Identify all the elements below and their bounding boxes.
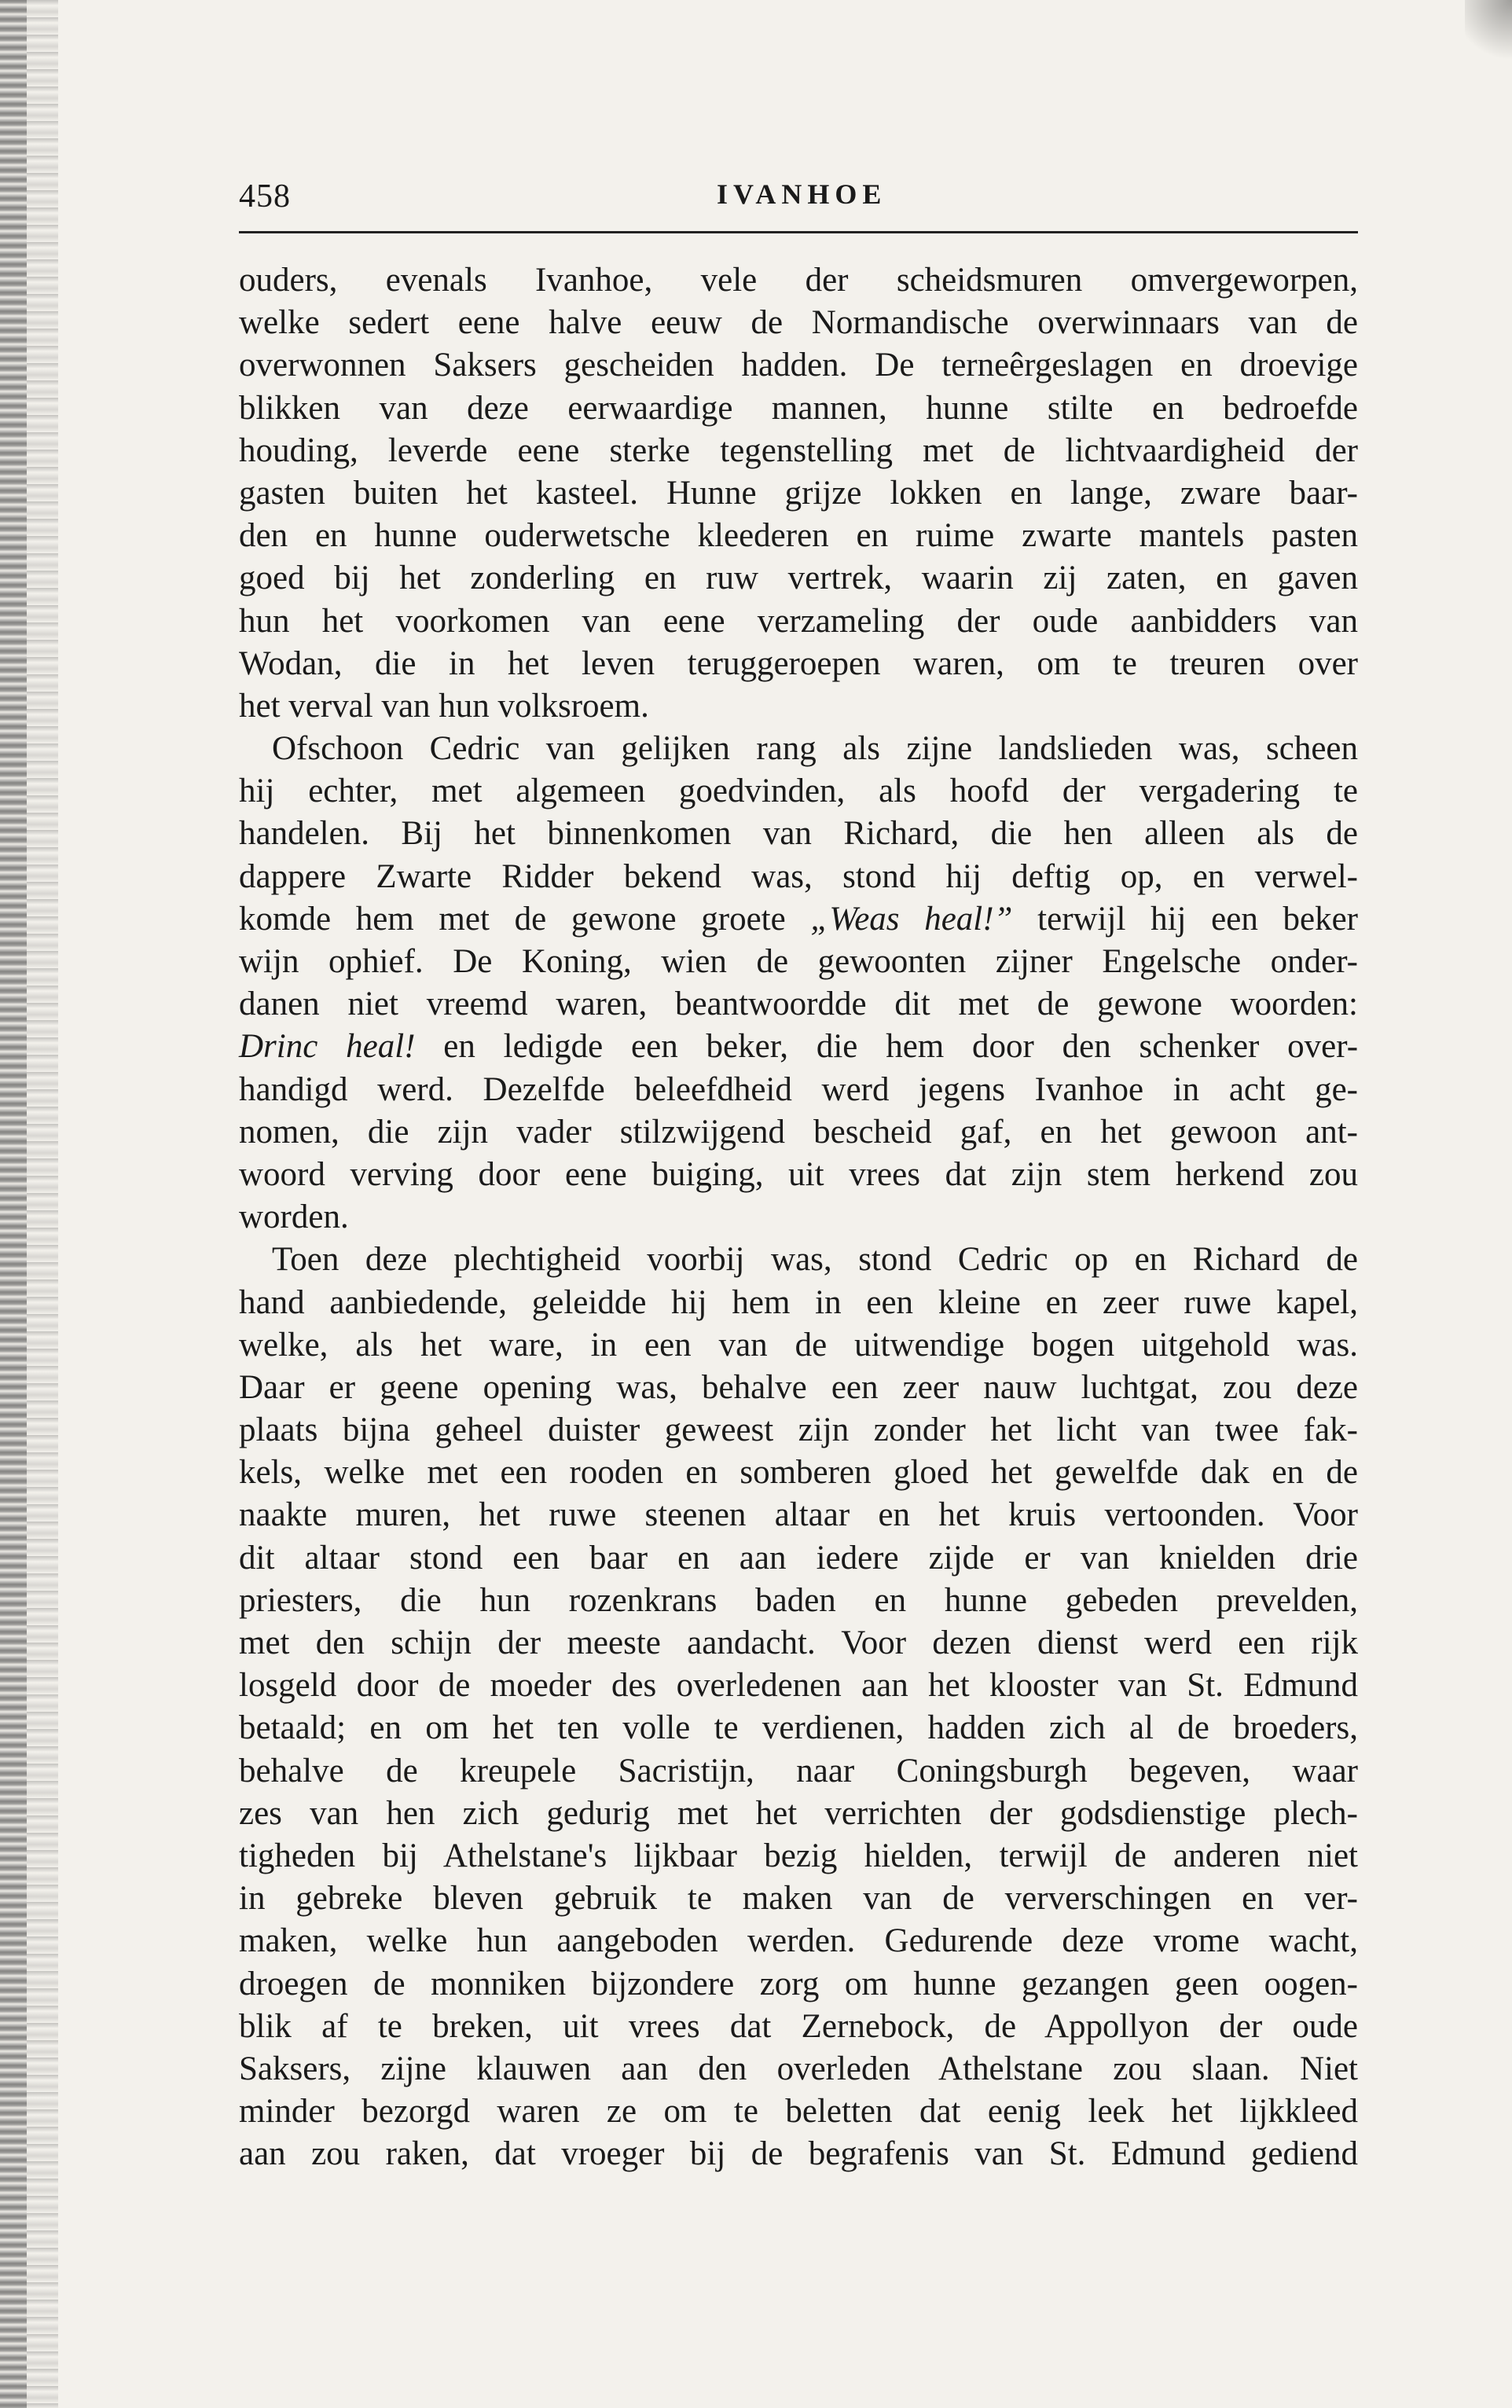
text-line: ouders, evenals Ivanhoe, vele der scheidsmuren omvergeworpen,: [239, 262, 1358, 299]
text-line: in gebreke bleven gebruik te maken van de ververschingen en ver-: [239, 1880, 1358, 1918]
text-line: wijn ophief. De Koning, wien de gewoonten zijner Engelsche onder-: [239, 943, 1358, 980]
text-line: losgeld door de moeder des overledenen aan het klooster van St. Edmund: [239, 1667, 1358, 1705]
text-line: [239, 1026, 1358, 1068]
text-line: betaald; en om het ten volle te verdienen, hadden zich al de broeders,: [239, 1709, 1358, 1747]
text-line: plaats bijna geheel duister geweest zijn zonder het licht van twee fak-: [239, 1411, 1358, 1449]
text-line: welke sedert eene halve eeuw de Normandische overwinnaars van de: [239, 304, 1358, 342]
text-line: [239, 898, 1358, 941]
page-header: [239, 173, 1358, 229]
text-line: Toen deze plechtigheid voorbij was, stond Cedric op en Richard de: [272, 1241, 1358, 1279]
text-line: priesters, die hun rozenkrans baden en hunne gebeden prevelden,: [239, 1581, 1358, 1619]
text-line: dappere Zwarte Ridder bekend was, stond hij deftig op, en verwel-: [239, 857, 1358, 895]
text-line: danen niet vreemd waren, beantwoordde dit met de gewone woorden:: [239, 986, 1358, 1023]
page-number: 458: [239, 178, 291, 215]
text-line: aan zou raken, dat vroeger bij de begrafenis van St. Edmund gediend: [239, 2135, 1358, 2173]
text-line: houding, leverde eene sterke tegenstelling met de lichtvaardigheid der: [239, 431, 1358, 469]
text-line: het verval van hun volksroem.: [239, 687, 649, 725]
text-line: goed bij het zonderling en ruw vertrek, waarin zij zaten, en gaven: [239, 560, 1358, 597]
scan-corner-shadow: [1465, 0, 1512, 71]
text-line: minder bezorgd waren ze om te beletten dat eenig leek het lijkkleed: [239, 2093, 1358, 2131]
text-line: worden.: [239, 1198, 349, 1236]
text-line: den en hunne ouderwetsche kleederen en ruime zwarte mantels pasten: [239, 517, 1358, 555]
text-fragment: en ledigde een beker, die hem door den schenker over-: [443, 1028, 1359, 1066]
text-fragment: komde hem met de gewone groete: [239, 900, 786, 938]
text-line: zes van hen zich gedurig met het verrichten der godsdienstige plech-: [239, 1794, 1358, 1832]
text-line: blikken van deze eerwaardige mannen, hunne stilte en bedroefde: [239, 389, 1358, 427]
text-line: droegen de monniken bijzondere zorg om hunne gezangen geen oogen-: [239, 1965, 1358, 2002]
text-line: Wodan, die in het leven teruggeroepen waren, om te treuren over: [239, 644, 1358, 682]
scan-gutter-shadow: [0, 0, 27, 2408]
text-line: Ofschoon Cedric van gelijken rang als zijne landslieden was, scheen: [272, 730, 1358, 768]
text-line: Saksers, zijne klauwen aan den overleden Athelstane zou slaan. Niet: [239, 2050, 1358, 2087]
scan-gutter-speckle: [27, 0, 58, 2408]
text-line: tigheden bij Athelstane's lijkbaar bezig hielden, terwijl de anderen niet: [239, 1837, 1358, 1874]
text-line: met den schijn der meeste aandacht. Voor dezen dienst werd een rijk: [239, 1624, 1358, 1661]
running-title: IVANHOE: [717, 178, 887, 210]
text-line: kels, welke met een rooden en somberen gloed het gewelfde dak en de: [239, 1454, 1358, 1492]
text-line: Daar er geene opening was, behalve een zeer nauw luchtgat, zou deze: [239, 1368, 1358, 1406]
quoted-greeting: „Weas heal!”: [810, 900, 1013, 938]
text-line: welke, als het ware, in een van de uitwendige bogen uitgehold was.: [239, 1326, 1358, 1364]
text-line: blik af te breken, uit vrees dat Zernebock, de Appollyon der oude: [239, 2007, 1358, 2045]
text-line: handigd werd. Dezelfde beleefdheid werd jegens Ivanhoe in acht ge-: [239, 1070, 1358, 1108]
text-line: hun het voorkomen van eene verzameling der oude aanbidders van: [239, 602, 1358, 640]
text-line: dit altaar stond een baar en aan iedere zijde er van knielden drie: [239, 1539, 1358, 1577]
text-line: maken, welke hun aangeboden werden. Gedurende deze vrome wacht,: [239, 1922, 1358, 1960]
text-line: woord verving door eene buiging, uit vrees dat zijn stem herkend zou: [239, 1155, 1358, 1193]
body-text: [239, 259, 1358, 2175]
quoted-reply: Drinc heal!: [239, 1028, 416, 1066]
text-line: gasten buiten het kasteel. Hunne grijze lokken en lange, zware baar-: [239, 474, 1358, 512]
text-line: overwonnen Saksers gescheiden hadden. De terneêrgeslagen en droevige: [239, 347, 1358, 384]
text-line: behalve de kreupele Sacristijn, naar Coningsburgh begeven, waar: [239, 1752, 1358, 1789]
text-fragment: terwijl hij een beker: [1037, 900, 1359, 938]
text-line: handelen. Bij het binnenkomen van Richard, die hen alleen als de: [239, 815, 1358, 853]
text-line: hand aanbiedende, geleidde hij hem in een kleine en zeer ruwe kapel,: [239, 1283, 1358, 1321]
text-line: hij echter, met algemeen goedvinden, als hoofd der vergadering te: [239, 773, 1358, 810]
text-line: nomen, die zijn vader stilzwijgend bescheid gaf, en het gewoon ant-: [239, 1113, 1358, 1151]
header-rule: [239, 231, 1358, 233]
text-line: naakte muren, het ruwe steenen altaar en het kruis vertoonden. Voor: [239, 1496, 1358, 1534]
